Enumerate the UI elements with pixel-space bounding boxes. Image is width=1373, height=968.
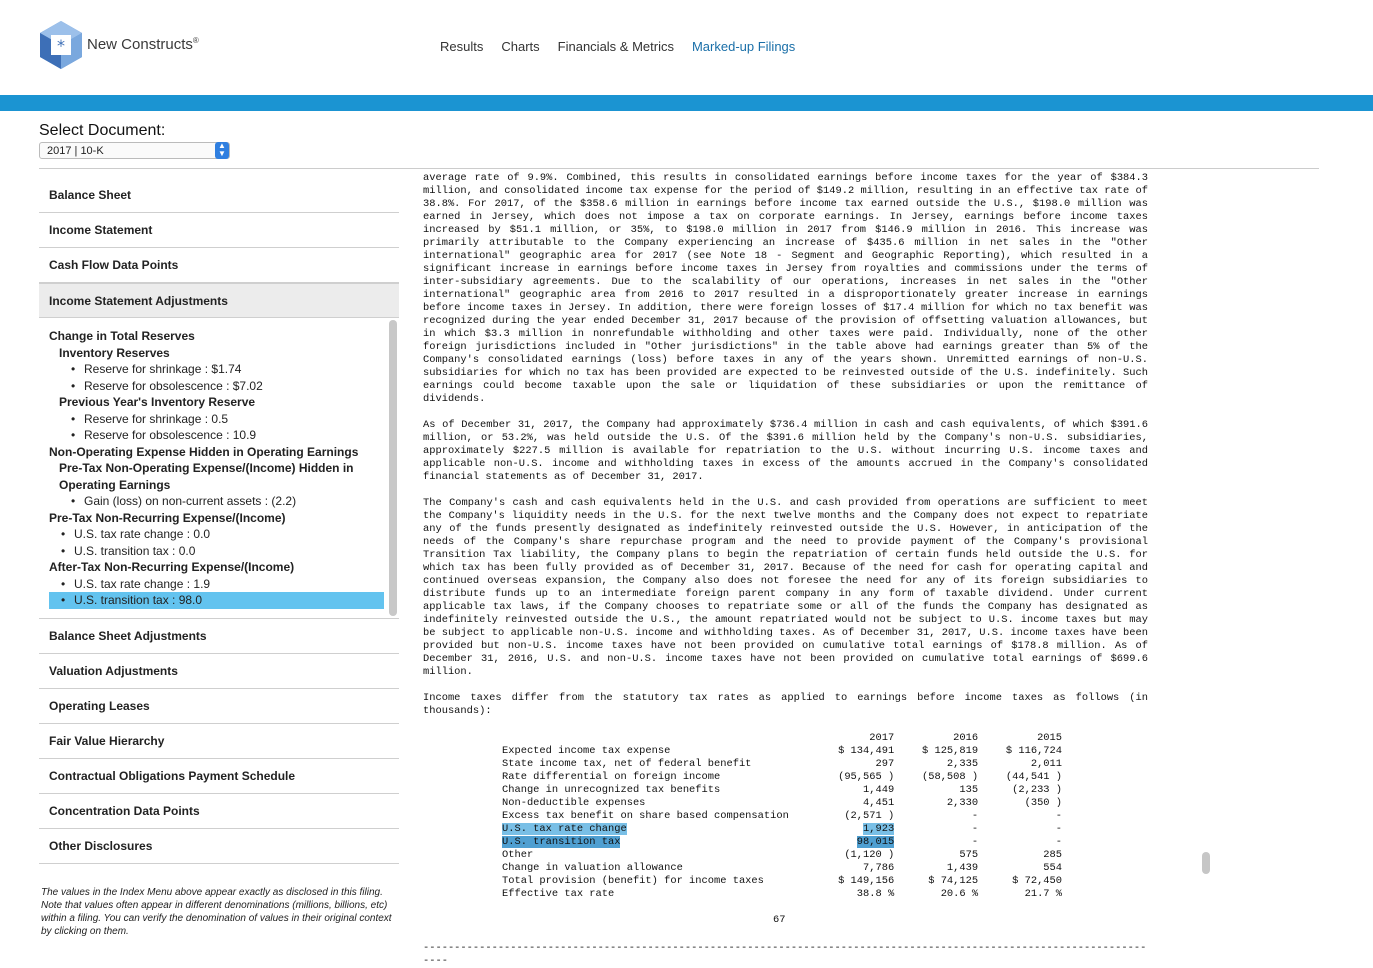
income-tax-table bbox=[502, 732, 1062, 901]
index-menu bbox=[39, 178, 399, 864]
year-header: 2016 bbox=[953, 732, 979, 744]
sub-heading: Operating Earnings bbox=[59, 477, 171, 492]
document-select[interactable] bbox=[39, 142, 230, 159]
menu-concentration-data-points[interactable]: Concentration Data Points bbox=[39, 794, 399, 829]
table-row: Change in valuation allowance 7,786 1,439 554 bbox=[502, 862, 1063, 874]
sub-item[interactable]: • U.S. tax rate change : 1.9 bbox=[39, 576, 399, 593]
table-row: Change in unrecognized tax benefits 1,449 135 (2,233 ) bbox=[502, 784, 1063, 796]
sub-heading: Previous Year's Inventory Reserve bbox=[59, 395, 256, 409]
table-row-highlighted[interactable]: U.S. tax rate change 1,923 - - bbox=[502, 823, 1063, 835]
sub-item[interactable]: • Reserve for obsolescence : $7.02 bbox=[39, 378, 399, 395]
sub-item-selected[interactable]: • U.S. transition tax : 98.0 bbox=[49, 592, 384, 609]
page-number: 67 bbox=[773, 914, 786, 926]
sub-item[interactable]: • Reserve for shrinkage : 0.5 bbox=[39, 411, 399, 428]
table-header-row bbox=[502, 732, 1062, 745]
menu-balance-sheet[interactable]: Balance Sheet bbox=[39, 178, 399, 213]
menu-contractual-obligations[interactable]: Contractual Obligations Payment Schedule bbox=[39, 759, 399, 794]
table-row: Effective tax rate 38.8 % 20.6 % 21.7 % bbox=[502, 888, 1063, 900]
sub-item[interactable]: • Reserve for shrinkage : $1.74 bbox=[39, 361, 399, 378]
menu-income-statement[interactable]: Income Statement bbox=[39, 213, 399, 248]
paragraph: average rate of 9.9%. Combined, this results in consolidated earnings before income taxes for the year of $384.3 million, and consolidated income tax expense for the period of $149.2 million, resulting in an effective tax rate of 38.8%. For 2017, of the $358.6 million in earnings before income tax earned outside the U.S., $198.0 million was earned in Jersey, which does not impose a tax on corporate earnings. In Jersey, earnings before income taxes increased by $51.1 million, or 35%, to $198.0 million in 2017 from $146.9 million in 2016. This increase was primarily attributable to the Company experiencing an increase of $435.6 million in net sales in the "Other international" geographic area for 2017 (see Note 18 - Segment and Geographic Reporting), which resulted in a significant increase in earnings before income taxes in Jersey from royalties and commissions under the terms of inter-subsidiary agreements. Due to the scalability of our operations, increases in net sales in the "Other international" geographic area from 2016 to 2017 resulted in a disproportionately greater increase in earnings before income taxes in Jersey. In addition, there were foreign losses of $17.4 million for which no tax benefit was recognized during the year ended December 31, 2017 because of the provision of offsetting valuation allowances, but in which $3.3 million in nonrefundable withholding and other taxes were paid. Individually, none of the other foreign jurisdictions included in "Other jurisdictions" in the table above had earnings greater than 5% of the Company's consolidated earnings (loss) before taxes in any of the years shown. Unremitted earnings of non-U.S. subsidiaries for which no tax has been provided are expected to be reinvested outside of the U.S. indefinitely. Such earnings could become taxable upon the sale or liquidation of these subsidiaries or upon the remittance of dividends. bbox=[423, 172, 1148, 405]
brand-name[interactable]: New Constructs® bbox=[87, 36, 199, 53]
sub-heading: Pre-Tax Non-Recurring Expense/(Income) bbox=[49, 510, 286, 525]
year-header: 2017 bbox=[869, 732, 895, 744]
table-row: State income tax, net of federal benefit 297 2,335 2,011 bbox=[502, 758, 1063, 770]
highlight-label[interactable]: U.S. transition tax bbox=[502, 836, 621, 848]
new-constructs-logo-icon[interactable] bbox=[38, 20, 84, 70]
panel-scrollbar-thumb[interactable] bbox=[389, 320, 397, 616]
menu-balance-sheet-adjustments[interactable]: Balance Sheet Adjustments bbox=[39, 619, 399, 654]
paragraph: Income taxes differ from the statutory tax rates as applied to earnings before income taxes as follows (in thousands): bbox=[423, 692, 1148, 717]
page-separator: ------------------------------------------------------------------------------------------------------------------------ bbox=[423, 942, 1147, 967]
document-select-value: 2017 | 10-K bbox=[47, 145, 104, 157]
divider bbox=[39, 168, 1319, 169]
table-row: Expected income tax expense $ 134,491 $ 125,819 $ 116,724 bbox=[502, 745, 1063, 757]
filing-document bbox=[423, 172, 1148, 967]
menu-cash-flow-data-points[interactable]: Cash Flow Data Points bbox=[39, 248, 399, 283]
sub-heading: After-Tax Non-Recurring Expense/(Income) bbox=[49, 560, 295, 574]
nav-charts[interactable]: Charts bbox=[501, 39, 540, 54]
sub-item[interactable]: • Reserve for obsolescence : 10.9 bbox=[39, 427, 399, 444]
svg-text:*: * bbox=[57, 36, 65, 55]
menu-operating-leases[interactable]: Operating Leases bbox=[39, 689, 399, 724]
nav-marked-up-filings[interactable]: Marked-up Filings bbox=[691, 39, 796, 54]
table-row: Rate differential on foreign income (95,565 ) (58,508 ) (44,541 ) bbox=[502, 771, 1063, 783]
sub-heading: Non-Operating Expense Hidden in Operating Earnings bbox=[49, 444, 359, 459]
highlight-label[interactable]: U.S. tax rate change bbox=[502, 823, 627, 835]
sub-heading: Pre-Tax Non-Operating Expense/(Income) Hidden in bbox=[59, 461, 354, 475]
income-statement-adjustments-panel bbox=[39, 318, 399, 619]
sub-heading: Inventory Reserves bbox=[59, 345, 170, 360]
menu-valuation-adjustments[interactable]: Valuation Adjustments bbox=[39, 654, 399, 689]
table-row-highlighted[interactable]: U.S. transition tax 98,015 - - bbox=[502, 836, 1063, 848]
highlight-value[interactable]: 1,923 bbox=[863, 823, 895, 835]
select-arrows-icon: ▲ ▼ bbox=[215, 142, 229, 159]
highlight-value[interactable]: 98,015 bbox=[856, 836, 895, 848]
sub-heading: Change in Total Reserves bbox=[49, 329, 195, 343]
table-row: Other (1,120 ) 575 285 bbox=[502, 849, 1063, 861]
nav-results[interactable]: Results bbox=[440, 39, 484, 54]
menu-other-disclosures[interactable]: Other Disclosures bbox=[39, 829, 399, 864]
panel-scrollbar[interactable] bbox=[389, 320, 397, 616]
year-header: 2015 bbox=[1037, 732, 1063, 744]
paragraph: As of December 31, 2017, the Company had approximately $736.4 million in cash and cash equivalents, of which $391.6 million, or 53.2%, was held outside the U.S. Of the $391.6 million held by the Company's non-U.S. subsidiaries, approximately $227.5 million is available for repatriation to the U.S. without incurring U.S. income taxes and applicable non-U.S. income and withholding taxes in excess of the amounts accrued in the Company's consolidated financial statements as of December 31, 2017. bbox=[423, 419, 1148, 483]
paragraph: The Company's cash and cash equivalents held in the U.S. and cash provided from operations are sufficient to meet the Company's liquidity needs in the U.S. for the next twelve months and the Company does not expect to repatriate any of the funds presently designated as indefinitely reinvested outside the U.S. However, in anticipation of the needs of the Company's share repurchase program and the need to provide payment of the Company's provisional Transition Tax liability, the Company plans to begin the repatriation of certain funds held outside the U.S. for which tax has been fully provided as of December 31, 2017. Because of the need for cash for operating capital and continued overseas expansion, the Company also does not foresee the need for any of its foreign subsidiaries to distribute funds up to an intermediate foreign parent company in any form of taxable dividend. Under current applicable tax laws, if the Company chooses to repatriate some or all of the funds the Company has designated as indefinitely reinvested outside the U.S., the amount repatriated would not be subject to U.S. income taxes but may be subject to applicable non-U.S. income and withholding taxes. As of December 31, 2017, U.S. income taxes have been provided but non-U.S. income taxes have not been provided on cumulative total earnings of $178.8 million. As of December 31, 2016, U.S. and non-U.S. income taxes have not been provided on cumulative total earnings of $699.6 million. bbox=[423, 497, 1148, 678]
document-scrollbar-thumb[interactable] bbox=[1202, 852, 1210, 874]
table-row: Excess tax benefit on share based compensation (2,571 ) - - bbox=[502, 810, 1063, 822]
accent-bar bbox=[0, 95, 1373, 111]
table-row: Non-deductible expenses 4,451 2,330 (350 ) bbox=[502, 797, 1063, 809]
sub-item[interactable]: • U.S. transition tax : 0.0 bbox=[39, 543, 399, 560]
menu-fair-value-hierarchy[interactable]: Fair Value Hierarchy bbox=[39, 724, 399, 759]
main-nav bbox=[440, 39, 813, 54]
index-menu-note: The values in the Index Menu above appear exactly as disclosed in this filing. Note that values often appear in different denominations (millions, billions, etc) within a filing. You can verify the denomination of values in their original context by clicking on them. bbox=[41, 887, 392, 937]
sub-item[interactable]: • Gain (loss) on non-current assets : (2.2) bbox=[39, 493, 399, 510]
table-row: Total provision (benefit) for income taxes $ 149,156 $ 74,125 $ 72,450 bbox=[502, 875, 1063, 887]
top-header bbox=[0, 0, 1373, 95]
nav-financials-metrics[interactable]: Financials & Metrics bbox=[557, 39, 674, 54]
sub-item[interactable]: • U.S. tax rate change : 0.0 bbox=[39, 526, 399, 543]
menu-income-statement-adjustments[interactable]: Income Statement Adjustments bbox=[39, 283, 399, 318]
select-document-label: Select Document: bbox=[39, 122, 166, 139]
